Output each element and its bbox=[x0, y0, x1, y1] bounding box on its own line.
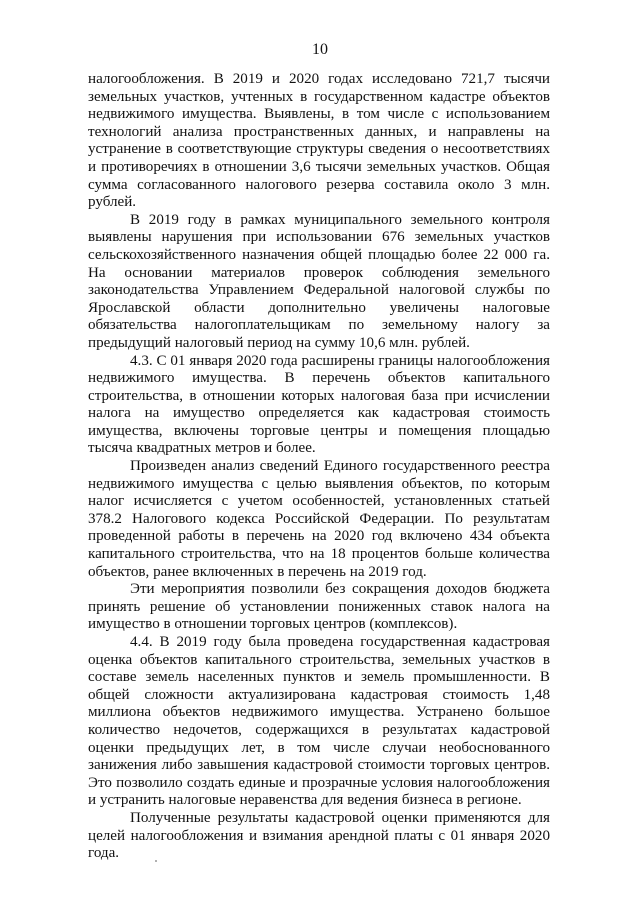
paragraph: Полученные результаты кадастровой оценки применяются для целей налогообложения и взимания арендной платы с 01 января 2020 года. bbox=[88, 809, 550, 862]
document-body bbox=[88, 71, 550, 863]
paragraph: 4.3. С 01 января 2020 года расширены границы налогообложения недвижимого имущества. В перечень объектов капитального строительства, в отношении которых налоговая база при исчислении налога на имущество определяется как кадастровая стоимость имущества, включены торговые центры и помещения площадью тысяча квадратных метров и более. bbox=[88, 352, 550, 457]
paragraph: 4.4. В 2019 году была проведена государственная кадастровая оценка объектов капитального строительства, земельных участков в составе земель населенных пунктов и земель промышленности. В общей сложности актуализирована кадастровая стоимость 1,48 миллиона объектов недвижимого имущества. Устранено большое количество недочетов, содержащихся в результатах кадастровой оценки предыдущих лет, в том числе случаи необоснованного занижения либо завышения кадастровой стоимости торговых центров. Это позволило создать единые и прозрачные условия налогообложения и устранить налоговые неравенства для ведения бизнеса в регионе. bbox=[88, 634, 550, 809]
paragraph: Эти мероприятия позволили без сокращения доходов бюджета принять решение об установлении пониженных ставок налога на имущество в отношении торговых центров (комплексов). bbox=[88, 581, 550, 633]
page-number: 10 bbox=[312, 41, 328, 58]
scan-speck bbox=[155, 860, 157, 862]
paragraph: В 2019 году в рамках муниципального земельного контроля выявлены нарушения при использовании 676 земельных участков сельскохозяйственного назначения общей площадью более 22 000 га. На основании материалов проверок соблюдения земельного законодательства Управлением Федеральной налоговой службы по Ярославской области дополнительно увеличены налоговые обязательства налогоплательщикам по земельному налогу за предыдущий налоговый период на сумму 10,6 млн. рублей. bbox=[88, 211, 550, 351]
paragraph: Произведен анализ сведений Единого государственного реестра недвижимого имущества с целью выявления объектов, по которым налог исчисляется с учетом особенностей, установленных статьей 378.2 Налогового кодекса Российской Федерации. По результатам проведенной работы в перечень на 2020 год включено 434 объекта капитального строительства, что на 18 процентов больше количества объектов, ранее включенных в перечень на 2019 год. bbox=[88, 458, 550, 580]
paragraph: налогообложения. В 2019 и 2020 годах исследовано 721,7 тысячи земельных участков, учтенных в государственном кадастре объектов недвижимого имущества. Выявлены, в том числе с использованием технологий анализа пространственных данных, и направлены на устранение в соответствующие структуры сведения о несоответствиях и противоречиях в отношении 3,6 тысячи земельных участков. Общая сумма согласованного налогового резерва составила около 3 млн. рублей. bbox=[88, 71, 550, 211]
